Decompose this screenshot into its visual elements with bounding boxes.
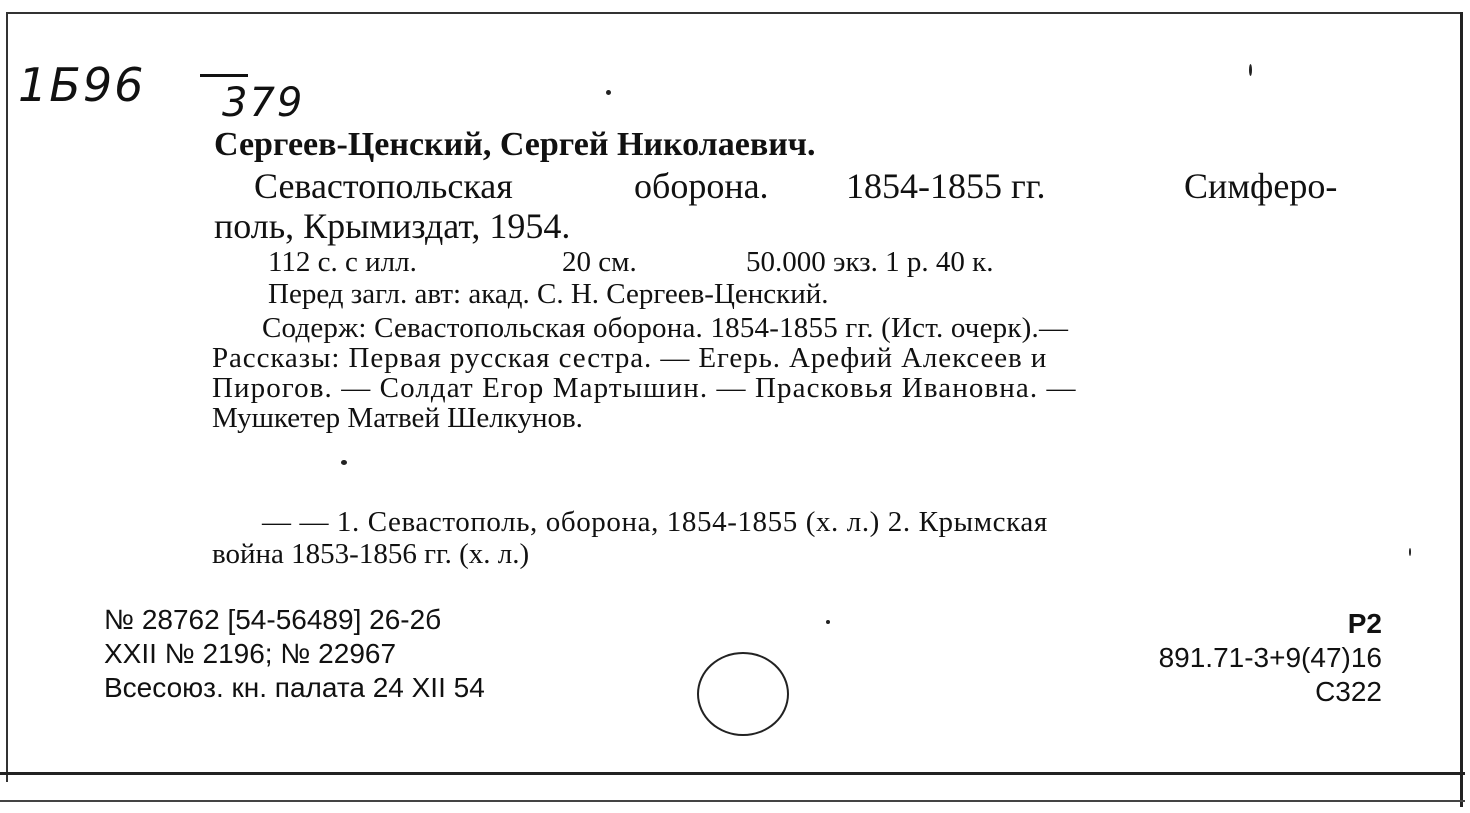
card-border-top bbox=[8, 12, 1463, 14]
imprint-place: Симферо- bbox=[1184, 166, 1338, 206]
pagination: 112 с. с илл. bbox=[268, 246, 417, 278]
classification-index: Р2 bbox=[1347, 608, 1382, 639]
handwritten-call-number: 1Б96 bbox=[18, 58, 146, 112]
author-heading: Сергеев-Ценский, Сергей Николаевич. bbox=[214, 126, 816, 163]
speck bbox=[1409, 548, 1411, 556]
print-run-price: 50.000 экз. 1 р. 40 к. bbox=[746, 246, 994, 278]
book-chamber-stamp: Всесоюз. кн. палата 24 XII 54 bbox=[104, 672, 485, 703]
udc-code: 891.71-3+9(47)16 bbox=[1158, 642, 1382, 673]
title-part-1: Севастопольская bbox=[254, 166, 513, 206]
author-note: Перед загл. авт: акад. С. Н. Сергеев-Ценский. bbox=[268, 278, 829, 310]
contents-line-1: Содерж: Севастопольская оборона. 1854-1855 гг. (Ист. очерк).— bbox=[262, 312, 1069, 344]
dimensions: 20 см. bbox=[562, 246, 637, 278]
author-mark: С322 bbox=[1315, 676, 1382, 707]
speck bbox=[1249, 64, 1252, 76]
card-edge-bottom bbox=[0, 800, 1465, 802]
punch-hole-outline bbox=[697, 652, 789, 736]
registry-codes: XXII № 2196; № 22967 bbox=[104, 638, 397, 669]
handwritten-dash bbox=[200, 74, 248, 77]
imprint-line: поль, Крымиздат, 1954. bbox=[214, 206, 571, 246]
title-part-2: оборона. bbox=[634, 166, 769, 206]
card-border-bottom bbox=[0, 772, 1465, 775]
speck bbox=[606, 90, 611, 95]
card-border-right bbox=[1460, 12, 1463, 807]
handwritten-inventory-number: 379 bbox=[222, 80, 305, 126]
contents-line-2: Рассказы: Первая русская сестра. — Егерь. Арефий Алексеев и bbox=[212, 342, 1048, 374]
subjects-line-2: война 1853-1856 гг. (х. л.) bbox=[212, 538, 530, 570]
title-dates: 1854-1855 гг. bbox=[846, 166, 1046, 206]
subjects-line-1: — — 1. Севастополь, оборона, 1854-1855 (х. л.) 2. Крымская bbox=[262, 506, 1048, 538]
registry-number: № 28762 [54-56489] 26-2б bbox=[104, 604, 442, 635]
speck bbox=[341, 460, 347, 465]
speck bbox=[826, 620, 830, 624]
contents-line-3: Пирогов. — Солдат Егор Мартышин. — Прасковья Ивановна. — bbox=[212, 372, 1077, 404]
card-border-left bbox=[6, 12, 8, 782]
contents-line-4: Мушкетер Матвей Шелкунов. bbox=[212, 402, 583, 434]
